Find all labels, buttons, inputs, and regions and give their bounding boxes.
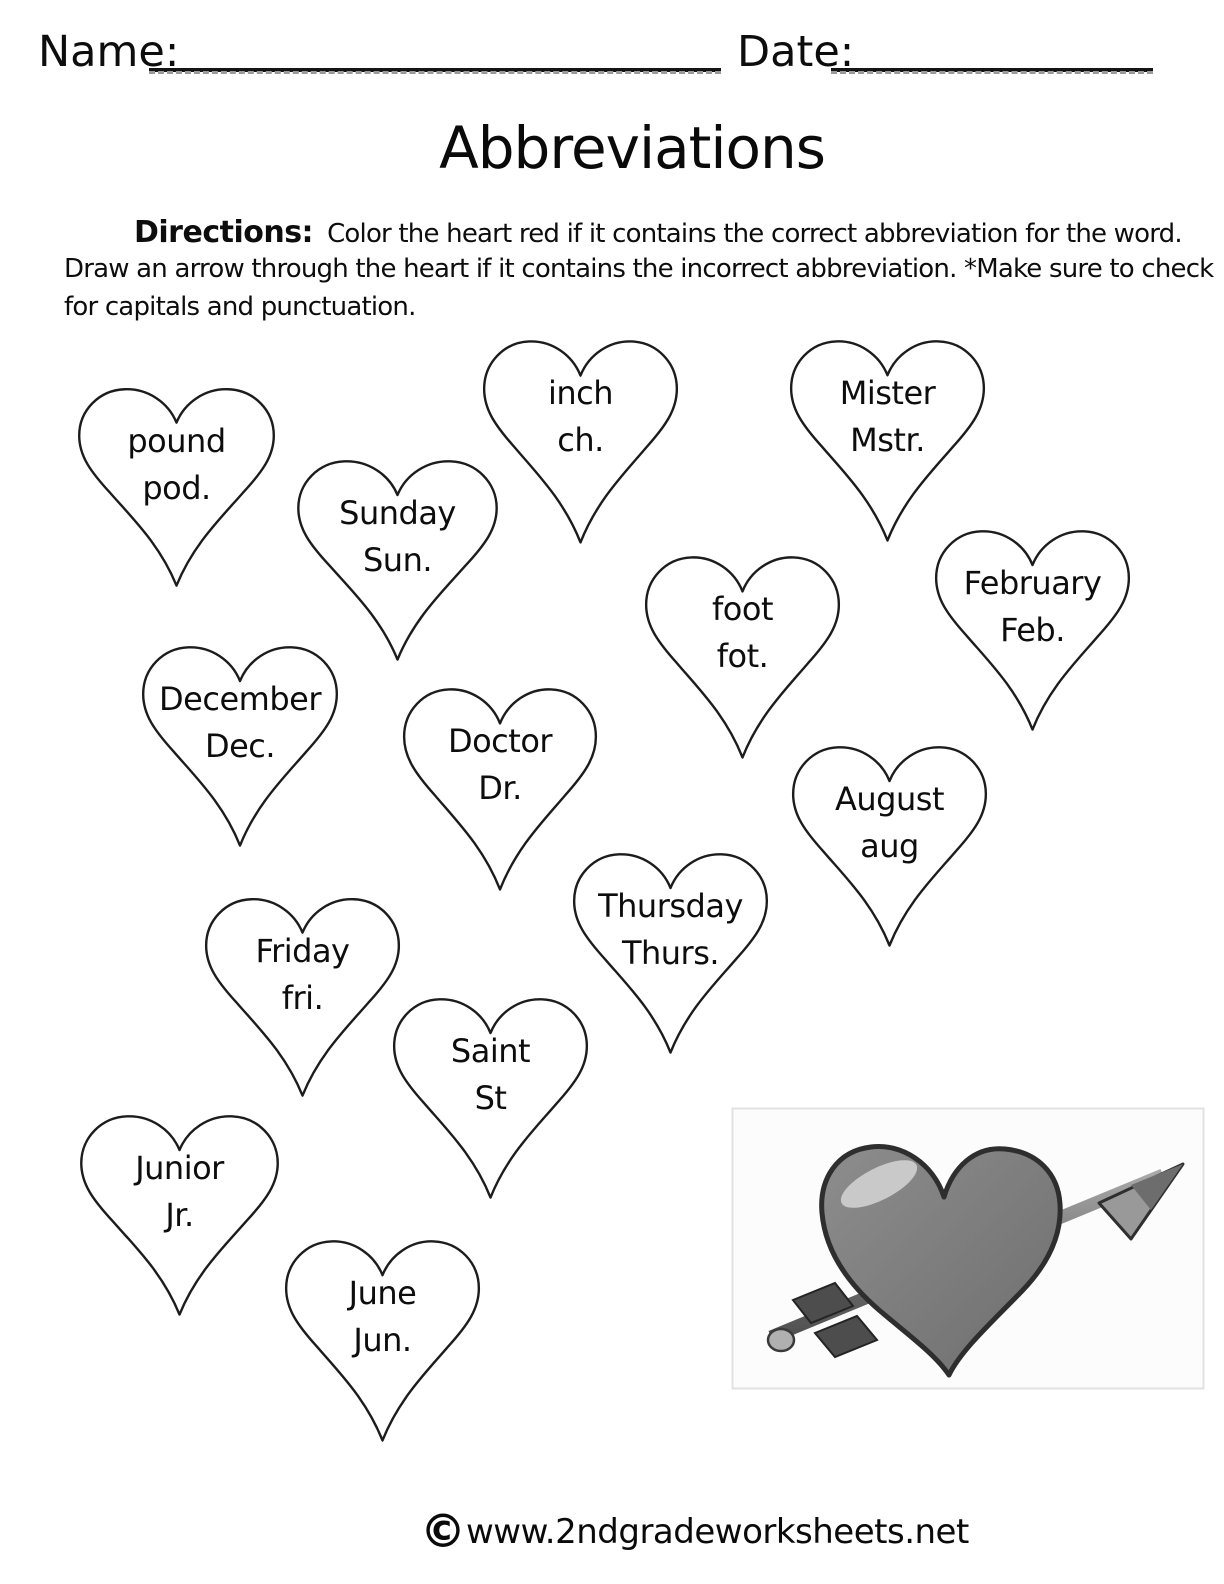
heart-abbr: Sun. bbox=[362, 541, 433, 579]
heart-label bbox=[398, 718, 602, 812]
directions-line-1 bbox=[134, 214, 1182, 252]
heart-foot[interactable] bbox=[640, 548, 845, 765]
arrow-tail-knob bbox=[768, 1329, 794, 1351]
heart-abbr: St bbox=[474, 1079, 507, 1117]
heart-label bbox=[292, 490, 503, 584]
heart-sunday[interactable] bbox=[292, 452, 503, 667]
heart-word: February bbox=[963, 564, 1102, 602]
heart-label bbox=[640, 586, 845, 680]
heart-thursday[interactable] bbox=[568, 845, 773, 1060]
heart-abbr: Mstr. bbox=[850, 421, 925, 459]
date-label: Date: bbox=[737, 27, 855, 77]
copyright-icon: © bbox=[420, 1504, 466, 1558]
name-label: Name: bbox=[38, 27, 180, 77]
heart-word: Friday bbox=[255, 932, 350, 970]
heart-abbr: Jr. bbox=[165, 1196, 194, 1234]
heart-word: Sunday bbox=[339, 494, 456, 532]
heart-label bbox=[785, 370, 990, 464]
heart-abbr: fri. bbox=[281, 979, 324, 1017]
heart-word: August bbox=[835, 780, 944, 818]
heart-abbr: pod. bbox=[142, 469, 211, 507]
heart-word: Doctor bbox=[447, 722, 553, 760]
heart-label bbox=[388, 1028, 593, 1122]
heart-label bbox=[75, 1145, 284, 1239]
directions-sentence-1: Color the heart red if it contains the correct abbreviation for the word. bbox=[327, 219, 1182, 249]
heart-abbr: Dr. bbox=[478, 769, 522, 807]
heart-abbr: Jun. bbox=[353, 1321, 412, 1359]
heart-label bbox=[73, 418, 280, 512]
heart-abbr: ch. bbox=[557, 421, 604, 459]
heart-word: pound bbox=[127, 422, 226, 460]
heart-label bbox=[137, 676, 343, 770]
heart-inch[interactable] bbox=[478, 332, 683, 550]
heart-label bbox=[200, 928, 405, 1022]
heart-abbr: Thurs. bbox=[621, 934, 720, 972]
heart-saint[interactable] bbox=[388, 990, 593, 1205]
heart-mister[interactable] bbox=[785, 332, 990, 548]
heart-february[interactable] bbox=[930, 522, 1135, 737]
heart-december[interactable] bbox=[137, 638, 343, 853]
heart-word: December bbox=[159, 680, 321, 718]
heart-june[interactable] bbox=[280, 1232, 485, 1448]
page-title: Abbreviations bbox=[439, 114, 825, 182]
name-blank-line[interactable] bbox=[149, 68, 721, 72]
directions-line-2: Draw an arrow through the heart if it contains the incorrect abbreviation. *Make sure to check bbox=[64, 254, 1214, 284]
directions-line-3: for capitals and punctuation. bbox=[64, 292, 416, 322]
heart-august[interactable] bbox=[787, 738, 992, 953]
heart-arrow-icon bbox=[731, 1107, 1205, 1390]
heart-word: Mister bbox=[839, 374, 936, 412]
heart-pound[interactable] bbox=[73, 380, 280, 593]
heart-label bbox=[478, 370, 683, 464]
heart-word: June bbox=[348, 1274, 417, 1312]
heart-abbr: Dec. bbox=[204, 727, 276, 765]
heart-abbr: fot. bbox=[716, 637, 769, 675]
heart-arrow-illustration bbox=[731, 1107, 1205, 1390]
heart-label bbox=[930, 560, 1135, 654]
directions-label: Directions: bbox=[134, 215, 314, 250]
heart-word: foot bbox=[712, 590, 773, 628]
heart-word: inch bbox=[547, 374, 614, 412]
heart-label bbox=[787, 776, 992, 870]
heart-word: Junior bbox=[135, 1149, 224, 1187]
footer-credit bbox=[420, 1504, 969, 1558]
heart-word: Thursday bbox=[598, 887, 743, 925]
heart-label bbox=[280, 1270, 485, 1364]
heart-friday[interactable] bbox=[200, 890, 405, 1103]
heart-label bbox=[568, 883, 773, 977]
heart-word: Saint bbox=[450, 1032, 531, 1070]
heart-abbr: Feb. bbox=[1000, 611, 1065, 649]
date-blank-line[interactable] bbox=[831, 68, 1153, 72]
heart-abbr: aug bbox=[860, 827, 919, 865]
heart-junior[interactable] bbox=[75, 1107, 284, 1322]
footer-site-text: www.2ndgradeworksheets.net bbox=[466, 1512, 969, 1552]
